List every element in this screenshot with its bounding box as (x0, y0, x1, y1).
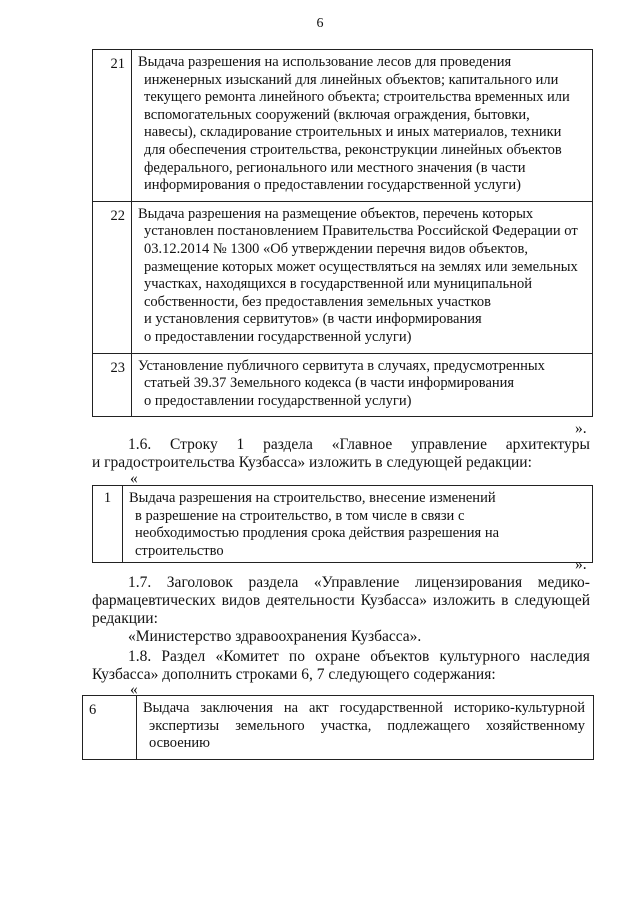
description-line-3: освоению (149, 735, 211, 752)
word: в (501, 592, 509, 609)
word: Раздел (161, 648, 206, 665)
page-number: 6 (316, 16, 324, 31)
table-row (83, 696, 594, 760)
row-description (123, 486, 593, 563)
description-line: необходимостью продления срока действия разрешения на (135, 525, 500, 542)
word: следующей (514, 592, 590, 609)
word: земельного (235, 717, 305, 734)
row-description (137, 696, 594, 760)
word: объектов (370, 648, 430, 665)
word: изложить (432, 592, 496, 609)
row-number: 23 (93, 353, 132, 417)
word: государственной (339, 700, 443, 716)
word: 1.8. (128, 648, 152, 665)
description-line-2 (143, 718, 585, 736)
word: хозяйственному (485, 717, 585, 734)
description-line: статьей 39.37 Земельного кодекса (в части информирования (144, 375, 515, 392)
word: Выдача (143, 700, 190, 716)
word: управление (411, 436, 487, 453)
word: экспертизы (149, 717, 220, 734)
para-1-6-line-2: и градостроительства Кузбасса» изложить в следующей редакции: (92, 454, 532, 471)
word: подлежащего (387, 717, 470, 734)
description-line: строительство (135, 542, 224, 559)
row-number: 21 (93, 50, 132, 202)
closing-quote-2: ». (575, 556, 587, 573)
word: историко-культурной (453, 700, 585, 716)
closing-quote-1: ». (575, 420, 587, 437)
word: акт (309, 700, 329, 716)
description-line-1 (143, 700, 585, 718)
description-line: вспомогательных сооружений (включая ограждения, бытовки, (144, 106, 530, 123)
description-line: федерального, регионального или местного значения (в части (144, 159, 526, 176)
description-line: инженерных изысканий для линейных объектов; капитального или (144, 71, 559, 88)
word: видов (221, 592, 261, 609)
word: Кузбасса» (360, 592, 428, 609)
services-table-3 (82, 695, 594, 760)
para-1-8-line-1 (128, 648, 590, 666)
description-line: в разрешение на строительство, в том числе в связи с (135, 507, 465, 524)
word: медико- (537, 574, 590, 591)
services-table-2 (92, 485, 593, 563)
table-row (93, 50, 593, 202)
table-row (93, 486, 593, 563)
services-table-1 (92, 49, 593, 417)
word: «Главное (331, 436, 393, 453)
description-line: собственности, без предоставления земельных участков (144, 293, 492, 310)
word: 1.7. (128, 574, 152, 591)
opening-quote-1: « (130, 470, 138, 487)
word: Строку (170, 436, 218, 453)
word: по (288, 648, 305, 665)
description-line: о предоставлении государственной услуги) (144, 328, 412, 345)
description-line: для обеспечения строительства, реконструкции линейных объектов (144, 141, 562, 158)
description-line: информирования о предоставлении государственной услуги) (144, 177, 521, 194)
word: 1.6. (128, 436, 152, 453)
row-number: 22 (93, 201, 132, 353)
row-number: 1 (93, 486, 123, 563)
table-row (93, 201, 593, 353)
table-row (93, 353, 593, 417)
para-1-7-line-1 (128, 574, 590, 592)
word: лицензирования (414, 574, 523, 591)
word: 1 (236, 436, 245, 453)
para-1-7-line-4: «Министерство здравоохранения Кузбасса». (128, 628, 422, 645)
word: на (283, 700, 299, 716)
word: Заголовок (166, 574, 233, 591)
para-1-7-line-3: редакции: (92, 610, 158, 627)
word: раздела (263, 436, 313, 453)
description-line: Выдача разрешения на строительство, внесение изменений (129, 490, 496, 506)
row-description (132, 353, 593, 417)
description-line: текущего ремонта линейного объекта; строительства временных или (144, 89, 570, 106)
para-1-6-line-1 (128, 436, 590, 454)
word: фармацевтических (92, 592, 216, 609)
word: заключения (200, 700, 273, 716)
word: деятельности (266, 592, 355, 609)
word: архитектуры (505, 436, 590, 453)
para-1-7-line-2 (92, 592, 590, 610)
description-line: Выдача разрешения на использование лесов для проведения (138, 54, 512, 70)
description-line: Выдача разрешения на размещение объектов, перечень которых (138, 205, 534, 222)
word: «Комитет (215, 648, 279, 665)
word: «Управление (313, 574, 400, 591)
row-description (132, 201, 593, 353)
description-line: установлен постановлением Правительства Российской Федерации от (144, 223, 578, 240)
description-line: и установления сервитутов» (в части информирования (144, 311, 482, 328)
opening-quote-2: « (130, 681, 138, 698)
word: культурного (439, 648, 520, 665)
word: участка, (320, 717, 372, 734)
row-description (132, 50, 593, 202)
word: охране (315, 648, 361, 665)
description-line: 03.12.2014 № 1300 «Об утверждении перечня видов объектов, (144, 240, 528, 257)
word: наследия (530, 648, 590, 665)
description-line: участках, находящихся в государственной или муниципальной (144, 276, 532, 293)
para-1-8-line-2: Кузбасса» дополнить строками 6, 7 следующего содержания: (92, 666, 496, 683)
description-line: навесы), складирование строительных и иных материалов, техники (144, 124, 562, 141)
row-number: 6 (83, 696, 137, 760)
description-line: Установление публичного сервитута в случаях, предусмотренных (138, 357, 545, 374)
description-line: размещение которых может осуществляться на землях или земельных (144, 258, 578, 275)
description-line: о предоставлении государственной услуги) (144, 392, 412, 409)
word: раздела (248, 574, 299, 591)
